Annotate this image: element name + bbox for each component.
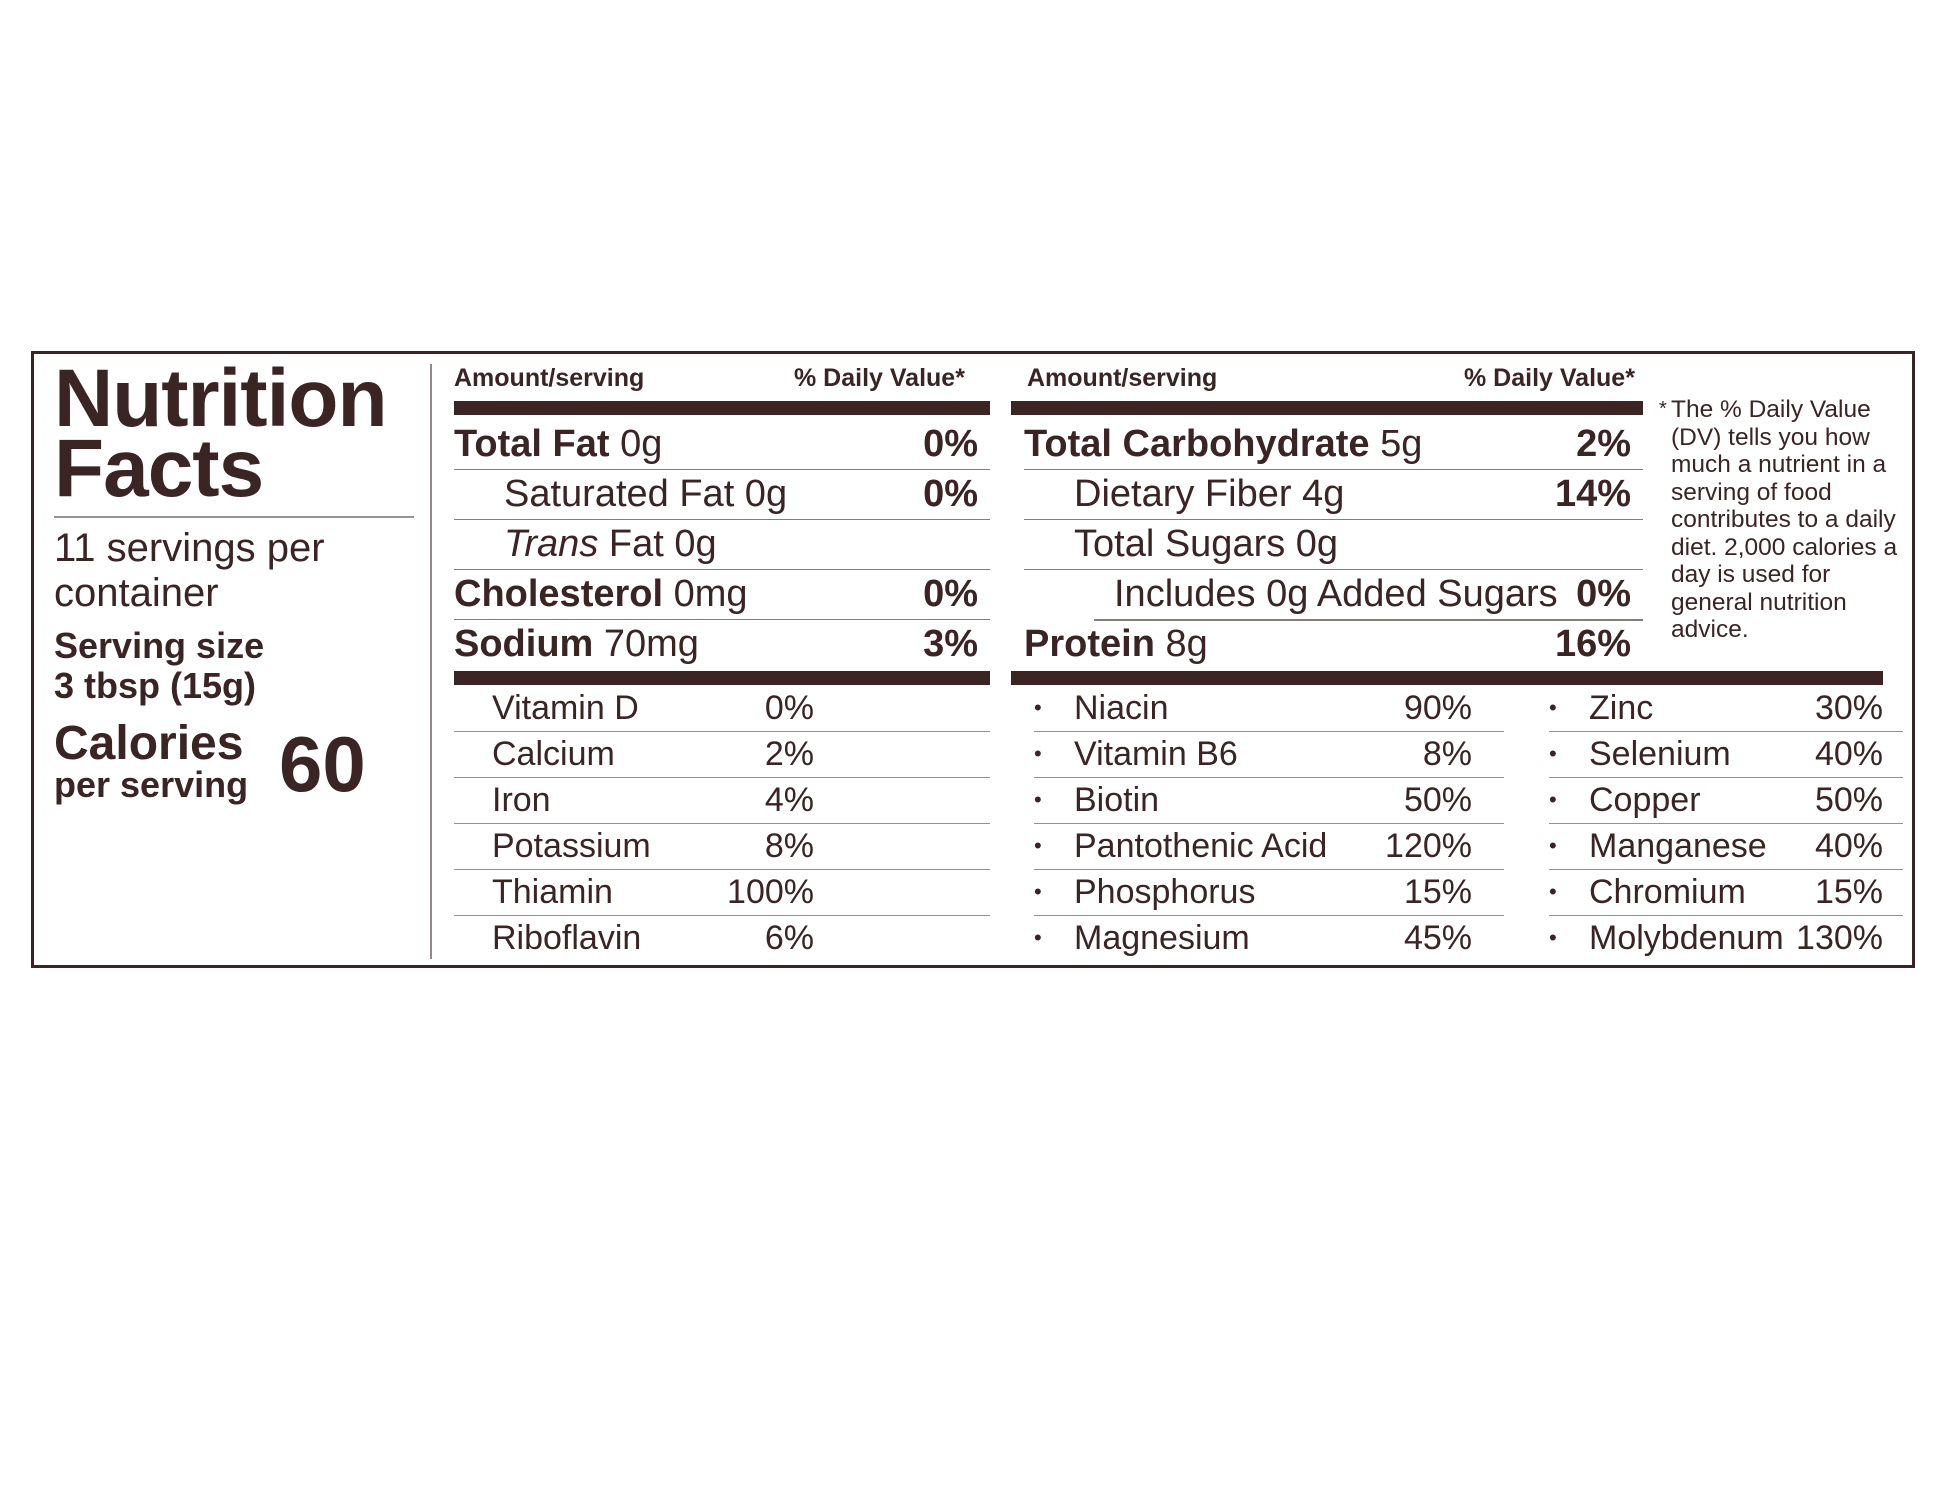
nutrition-facts-label bbox=[31, 351, 1915, 968]
vitamin-pct: 4% bbox=[764, 781, 814, 819]
vitamin-row bbox=[1034, 686, 1504, 732]
col2-thick-bar bbox=[1011, 401, 1643, 415]
nutrient-amount: 70mg bbox=[593, 623, 699, 665]
nutrient-name: Saturated Fat bbox=[504, 473, 735, 515]
nutrient-amount: 0g bbox=[609, 423, 663, 465]
nutrient-name: Includes 0g Added Sugars bbox=[1114, 573, 1558, 615]
nutrient-amount: 0mg bbox=[663, 573, 748, 615]
col1-bottom-thick-bar bbox=[454, 671, 990, 685]
vitamin-row bbox=[454, 778, 990, 824]
nutrient-dv: 3% bbox=[923, 623, 978, 665]
nutrient-amount: 5g bbox=[1369, 423, 1423, 465]
col2-bottom-thick-bar bbox=[1011, 671, 1883, 685]
vitamin-name: Biotin bbox=[1074, 781, 1160, 819]
left-divider bbox=[54, 516, 414, 518]
vitamin-name: Iron bbox=[492, 781, 551, 819]
vitamin-pct: 6% bbox=[764, 919, 814, 957]
vitamin-pct: 2% bbox=[764, 735, 814, 773]
nutrient-dv: 0% bbox=[923, 573, 978, 615]
vertical-divider bbox=[430, 364, 432, 959]
nutrient-dv: 0% bbox=[1576, 573, 1631, 615]
vitamin-row bbox=[454, 824, 990, 870]
nutrition-facts-title bbox=[54, 353, 387, 514]
vitamin-pct: 8% bbox=[764, 827, 814, 865]
nutrient-name-italic: Trans bbox=[504, 523, 599, 565]
nutrient-row-cholesterol bbox=[454, 570, 990, 620]
vitamin-name: Selenium bbox=[1589, 735, 1731, 773]
bullet-icon: • bbox=[1034, 833, 1042, 858]
nutrient-name: Cholesterol bbox=[454, 573, 664, 615]
serving-size-value: 3 tbsp (15g) bbox=[54, 665, 257, 706]
vitamin-name: Copper bbox=[1589, 781, 1701, 819]
nutrient-dv: 14% bbox=[1554, 473, 1631, 515]
bullet-icon: • bbox=[1549, 925, 1557, 950]
vitamin-pct: 0% bbox=[764, 689, 814, 727]
nutrient-row-total-carbohydrate bbox=[1024, 420, 1643, 470]
vitamin-row bbox=[454, 732, 990, 778]
vitamin-pct: 130% bbox=[1796, 919, 1883, 957]
vitamin-name: Manganese bbox=[1589, 827, 1767, 865]
nutrient-name: Sodium bbox=[454, 623, 594, 665]
nutrient-name: Total Fat bbox=[454, 423, 610, 465]
vitamin-pct: 120% bbox=[1385, 827, 1472, 865]
vitamin-row bbox=[1549, 778, 1903, 824]
nutrient-row-sodium bbox=[454, 620, 990, 670]
vitamin-pct: 40% bbox=[1814, 735, 1883, 773]
vitamin-pct: 45% bbox=[1403, 919, 1472, 957]
col1-header-amount: Amount/serving bbox=[454, 364, 645, 392]
vitamin-row bbox=[1549, 824, 1903, 870]
vitamin-name: Calcium bbox=[492, 735, 615, 773]
nutrient-dv: 0% bbox=[923, 423, 978, 465]
col1-thick-bar bbox=[454, 401, 990, 415]
nutrient-row-saturated-fat bbox=[454, 470, 990, 520]
vitamin-row bbox=[454, 686, 990, 732]
vitamin-name: Riboflavin bbox=[492, 919, 642, 957]
nutrient-row-protein bbox=[1024, 620, 1643, 670]
calories-label: Calories bbox=[54, 717, 244, 770]
nutrient-amount: 0g bbox=[663, 523, 717, 565]
col1-header-dv: % Daily Value* bbox=[794, 364, 965, 392]
vitamin-pct: 100% bbox=[727, 873, 814, 911]
vitamin-name: Vitamin D bbox=[492, 689, 639, 727]
nutrient-amount: 8g bbox=[1154, 623, 1208, 665]
servings-per-container: 11 servings per container bbox=[54, 526, 325, 615]
nutrient-name: Protein bbox=[1024, 623, 1155, 665]
bullet-icon: • bbox=[1034, 787, 1042, 812]
vitamin-pct: 15% bbox=[1814, 873, 1883, 911]
vitamin-pct: 50% bbox=[1814, 781, 1883, 819]
vitamin-row bbox=[1034, 732, 1504, 778]
vitamin-row bbox=[1549, 916, 1903, 962]
vitamin-row bbox=[1034, 916, 1504, 962]
vitamin-pct: 8% bbox=[1422, 735, 1472, 773]
title-line-1: Nutrition bbox=[54, 353, 387, 444]
footnote-asterisk: * bbox=[1659, 398, 1667, 420]
vitamin-name: Zinc bbox=[1589, 689, 1654, 727]
nutrient-name: Total Carbohydrate bbox=[1024, 423, 1370, 465]
nutrient-name: Fat bbox=[598, 523, 664, 565]
nutrient-row-added-sugars bbox=[1024, 570, 1643, 620]
vitamin-row bbox=[1549, 686, 1903, 732]
vitamin-row bbox=[454, 870, 990, 916]
vitamin-row bbox=[1034, 824, 1504, 870]
bullet-icon: • bbox=[1549, 833, 1557, 858]
nutrient-amount: 4g bbox=[1291, 473, 1345, 515]
nutrient-amount: 0g bbox=[1285, 523, 1339, 565]
nutrient-name: Dietary Fiber bbox=[1074, 473, 1292, 515]
col2-header-amount: Amount/serving bbox=[1027, 364, 1218, 392]
nutrient-row-total-sugars bbox=[1024, 520, 1643, 570]
bullet-icon: • bbox=[1034, 695, 1042, 720]
vitamin-pct: 40% bbox=[1814, 827, 1883, 865]
vitamin-name: Potassium bbox=[492, 827, 651, 865]
bullet-icon: • bbox=[1034, 741, 1042, 766]
nutrient-dv: 2% bbox=[1576, 423, 1631, 465]
vitamin-pct: 15% bbox=[1403, 873, 1472, 911]
bullet-icon: • bbox=[1549, 787, 1557, 812]
bullet-icon: • bbox=[1549, 695, 1557, 720]
nutrient-dv: 16% bbox=[1554, 623, 1631, 665]
title-line-2: Facts bbox=[54, 423, 264, 514]
vitamin-pct: 50% bbox=[1403, 781, 1472, 819]
vitamin-name: Vitamin B6 bbox=[1074, 735, 1238, 773]
vitamin-name: Niacin bbox=[1074, 689, 1169, 727]
vitamin-row bbox=[1034, 870, 1504, 916]
vitamin-name: Magnesium bbox=[1074, 919, 1250, 957]
vitamin-pct: 30% bbox=[1814, 689, 1883, 727]
vitamin-row bbox=[454, 916, 990, 962]
bullet-icon: • bbox=[1549, 879, 1557, 904]
bullet-icon: • bbox=[1034, 879, 1042, 904]
vitamin-name: Thiamin bbox=[492, 873, 613, 911]
col2-header-dv: % Daily Value* bbox=[1464, 364, 1635, 392]
vitamin-row bbox=[1549, 870, 1903, 916]
bullet-icon: • bbox=[1034, 925, 1042, 950]
nutrient-row-trans-fat bbox=[454, 520, 990, 570]
vitamin-name: Molybdenum bbox=[1589, 919, 1784, 957]
daily-value-footnote: The % Daily Value (DV) tells you how much a nutrient in a serving of food contributes to a daily diet. 2,000 calories a day is used for general nutrition advice. bbox=[1671, 396, 1898, 643]
vitamin-row bbox=[1549, 732, 1903, 778]
vitamin-name: Pantothenic Acid bbox=[1074, 827, 1328, 865]
nutrient-row-dietary-fiber bbox=[1024, 470, 1643, 520]
nutrient-row-total-fat bbox=[454, 420, 990, 470]
calories-sublabel: per serving bbox=[54, 764, 249, 805]
vitamin-name: Chromium bbox=[1589, 873, 1746, 911]
serving-size-label: Serving size bbox=[54, 625, 265, 666]
vitamin-name: Phosphorus bbox=[1074, 873, 1256, 911]
nutrient-amount: 0g bbox=[734, 473, 788, 515]
bullet-icon: • bbox=[1549, 741, 1557, 766]
vitamin-row bbox=[1034, 778, 1504, 824]
nutrient-name: Total Sugars bbox=[1074, 523, 1286, 565]
calories-value: 60 bbox=[279, 720, 366, 808]
nutrient-dv: 0% bbox=[923, 473, 978, 515]
vitamin-pct: 90% bbox=[1403, 689, 1472, 727]
